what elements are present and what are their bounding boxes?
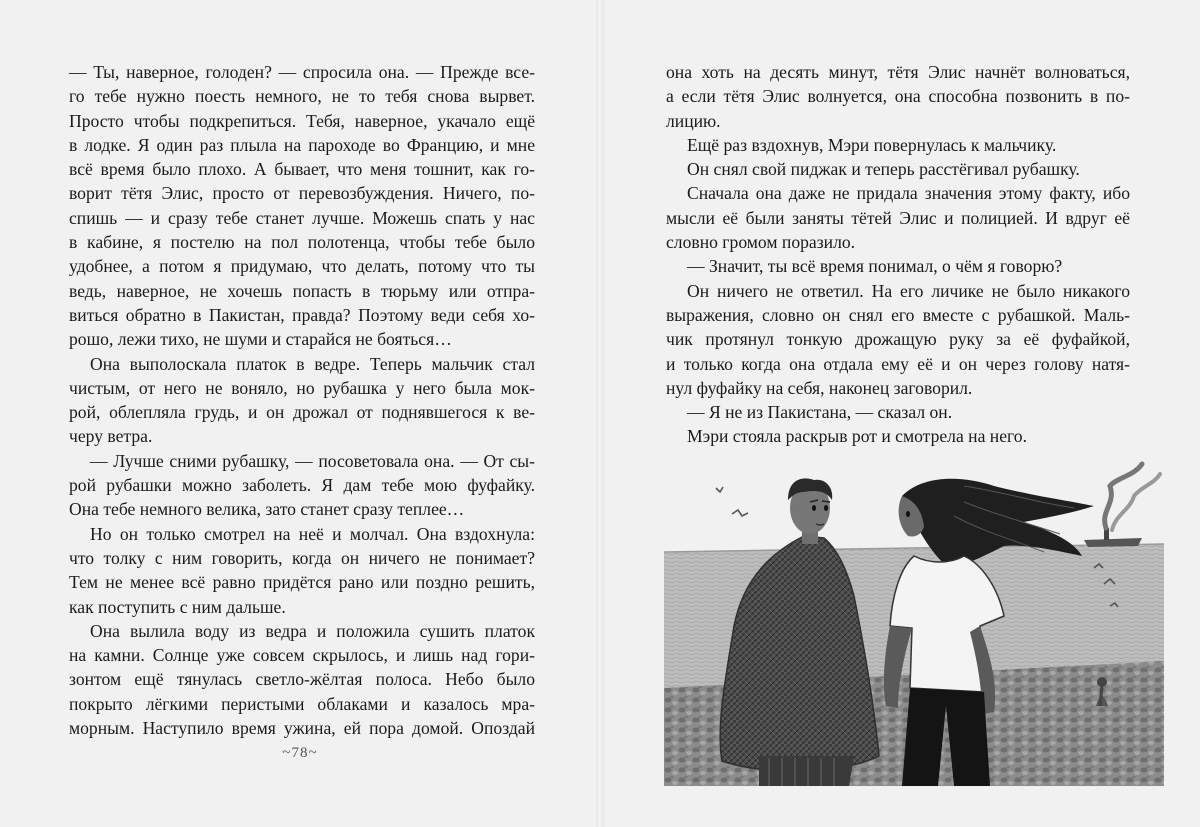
text-line: зонтом ещё тянулась светло-жёлтая полоса. Небо было — [69, 669, 535, 690]
text-line: морным. Наступило время ужина, ей пора домой. Опоздай — [69, 718, 535, 739]
text-line: Она вылила воду из ведра и положила сушить платок — [90, 620, 535, 641]
text-line: всё время было плохо. А бывает, что меня тошнит, как го- — [69, 159, 535, 180]
left-page-text — [69, 60, 535, 740]
text-line: что толку с ним говорить, когда он ничего не понимает? — [69, 547, 535, 568]
text-line: Ещё раз вздохнув, Мэри повернулась к мальчику. — [687, 134, 1057, 155]
text-line: в кабине, я постелю на пол полотенца, чтобы тебе было — [69, 232, 535, 253]
text-line: Мэри стояла раскрыв рот и смотрела на него. — [687, 426, 1027, 447]
text-line: — Значит, ты всё время понимал, о чём я говорю? — [687, 256, 1063, 277]
page-number: ~78~ — [282, 745, 318, 761]
text-line: виться обратно в Пакистан, правда? Поэтому веди себя хо- — [69, 304, 535, 325]
text-line: го тебе нужно поесть немного, не то тебя снова вырвет. — [69, 86, 535, 107]
text-line: спишь — и сразу тебе станет лучше. Можешь спать у нас — [69, 207, 535, 228]
text-line: лицию. — [666, 110, 721, 131]
text-line: удобнее, а потом я придумаю, что делать, потому что ты — [69, 256, 535, 277]
text-line: мысли её были заняты тётей Элис и полицией. И вдруг её — [666, 207, 1130, 228]
text-line: — Я не из Пакистана, — сказал он. — [687, 402, 953, 423]
text-line: выражения, словно он снял его вместе с рубашкой. Маль- — [666, 304, 1130, 325]
text-line: Она тебе немного велика, зато станет сразу теплее… — [69, 499, 465, 520]
text-line: — Ты, наверное, голоден? — спросила она. — Прежде все- — [69, 62, 535, 82]
text-line: и только когда она отдала ему её и он через голову натя- — [666, 353, 1130, 374]
text-line: рошо, лежи тихо, не шуми и старайся не бояться… — [69, 329, 452, 350]
text-line: а если тётя Элис волнуется, она способна позвонить в по- — [666, 86, 1130, 107]
text-line: как поступить с ним дальше. — [69, 596, 286, 617]
text-line: Он снял свой пиджак и теперь расстёгивал рубашку. — [687, 159, 1080, 180]
text-line: чистым, от него не воняло, но рубашка у него была мок- — [69, 377, 535, 398]
text-line: нул фуфайку на себя, наконец заговорил. — [666, 377, 973, 398]
text-line: Но он только смотрел на неё и молчал. Она вздохнула: — [90, 523, 535, 544]
text-line: ведь, наверное, не хочешь попасть в тюрьму или отпра- — [69, 280, 535, 301]
text-line: словно громом поразило. — [666, 232, 856, 253]
text-line: черу ветра. — [69, 426, 153, 447]
text-line: — Лучше сними рубашку, — посоветовала она. — От сы- — [90, 450, 535, 471]
text-line: чик протянул тонкую дрожащую руку за её фуфайкой, — [666, 329, 1130, 350]
text-line: в лодке. Я один раз плыла на пароходе во Францию, и мне — [69, 134, 535, 155]
book-gutter — [596, 0, 604, 827]
text-line: Тем не менее всё равно придётся рано или поздно решить, — [69, 572, 535, 593]
right-page-text — [666, 60, 1130, 449]
text-line: она хоть на десять минут, тётя Элис начнёт волноваться, — [666, 62, 1130, 82]
text-line: Сначала она даже не придала значения этому факту, ибо — [687, 183, 1130, 204]
illustration-boy-and-girl-on-shore — [664, 456, 1164, 786]
text-line: покрыто лёгкими перистыми облаками и казалось мра- — [69, 693, 535, 714]
text-line: на камни. Солнце уже совсем скрылось, и лишь над гори- — [69, 645, 535, 666]
text-line: Он ничего не ответил. На его личике не было никакого — [687, 280, 1130, 301]
steamship-drawing — [1084, 464, 1160, 547]
text-line: ворит тётя Элис, просто от перевозбуждения. Ничего, по- — [69, 183, 535, 204]
text-line: Она выполоскала платок в ведре. Теперь мальчик стал — [90, 353, 535, 374]
text-line: Просто чтобы подкрепиться. Тебя, наверное, укачало ещё — [69, 110, 535, 131]
boy-figure — [720, 478, 879, 786]
text-line: рой рубашки можно заболеть. Я дам тебе мою фуфайку. — [69, 475, 535, 496]
text-line: рой, облепляла грудь, и он дрожал от поднявшегося к ве- — [69, 402, 535, 423]
